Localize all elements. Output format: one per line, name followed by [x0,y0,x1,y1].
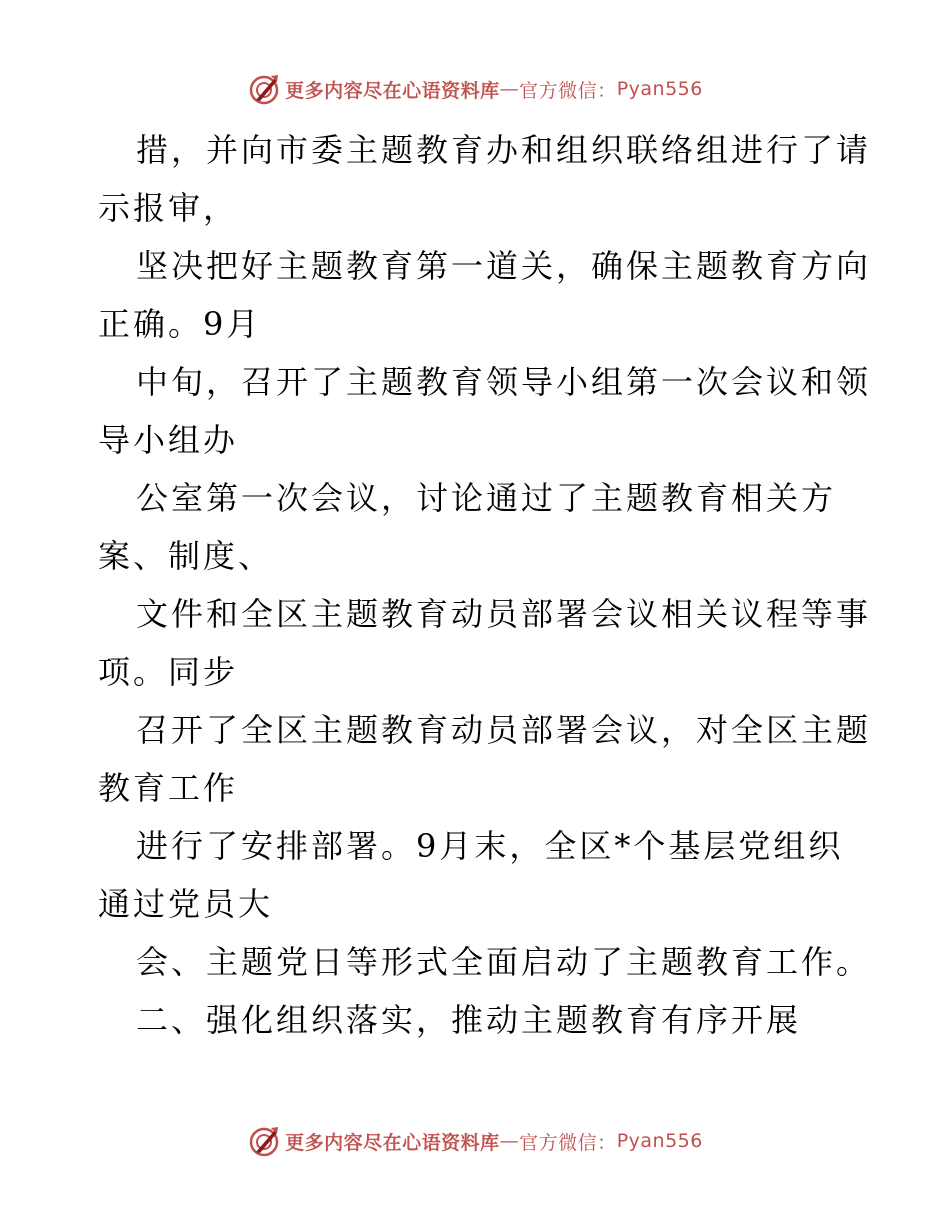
paragraph-line: 文件和全区主题教育动员部署会议相关议程等事 [136,595,872,633]
watermark-dash: — [499,1130,520,1152]
paragraph-line: 措，并向市委主题教育办和组织联络组进行了请 [136,131,872,169]
paragraph [98,585,872,701]
paragraph-line: 召开了全区主题教育动员部署会议，对全区主题 [136,711,872,749]
paragraph-line: 会、主题党日等形式全面启动了主题教育工作。 [136,943,872,981]
watermark-site: 更多内容尽在心语资料库 [285,1131,500,1154]
footer-watermark [0,1124,950,1158]
paragraph [98,469,858,585]
paragraph-line: 坚决把好主题教育第一道关，确保主题教育方向 [136,247,872,285]
paragraph-line: 导小组办 [98,421,239,459]
paragraph-line: 示报审， [98,189,239,227]
paragraph [98,817,858,933]
paragraph [98,933,872,991]
header-watermark [0,72,950,106]
paragraph [98,353,872,469]
paragraph-line: 公室第一次会议，讨论通过了主题教育相关方 [136,479,837,517]
paragraph [98,121,872,237]
watermark-wechat-id: Pyan556 [616,78,703,100]
paragraph-line: 项。同步 [98,653,239,691]
watermark-site: 更多内容尽在心语资料库 [285,79,500,102]
paragraph-line: 正确。9月 [98,305,262,343]
quill-logo-icon [247,1124,281,1158]
paragraph-line: 教育工作 [98,769,239,807]
paragraph [98,237,872,353]
watermark-wechat-label: 官方微信： [519,79,617,102]
paragraph-line: 进行了安排部署。9月末，全区*个基层党组织 [136,827,844,865]
watermark-wechat-label: 官方微信： [519,1131,617,1154]
document-body [98,121,872,1049]
quill-logo-icon [247,72,281,106]
section-heading [98,991,858,1049]
section-heading-text: 二、强化组织落实，推动主题教育有序开展 [136,1001,802,1039]
paragraph [98,701,872,817]
paragraph-line: 案、制度、 [98,537,274,575]
watermark-wechat-id: Pyan556 [616,1130,703,1152]
paragraph-line: 通过党员大 [98,885,274,923]
watermark-dash: — [499,78,520,100]
paragraph-line: 中旬，召开了主题教育领导小组第一次会议和领 [136,363,872,401]
